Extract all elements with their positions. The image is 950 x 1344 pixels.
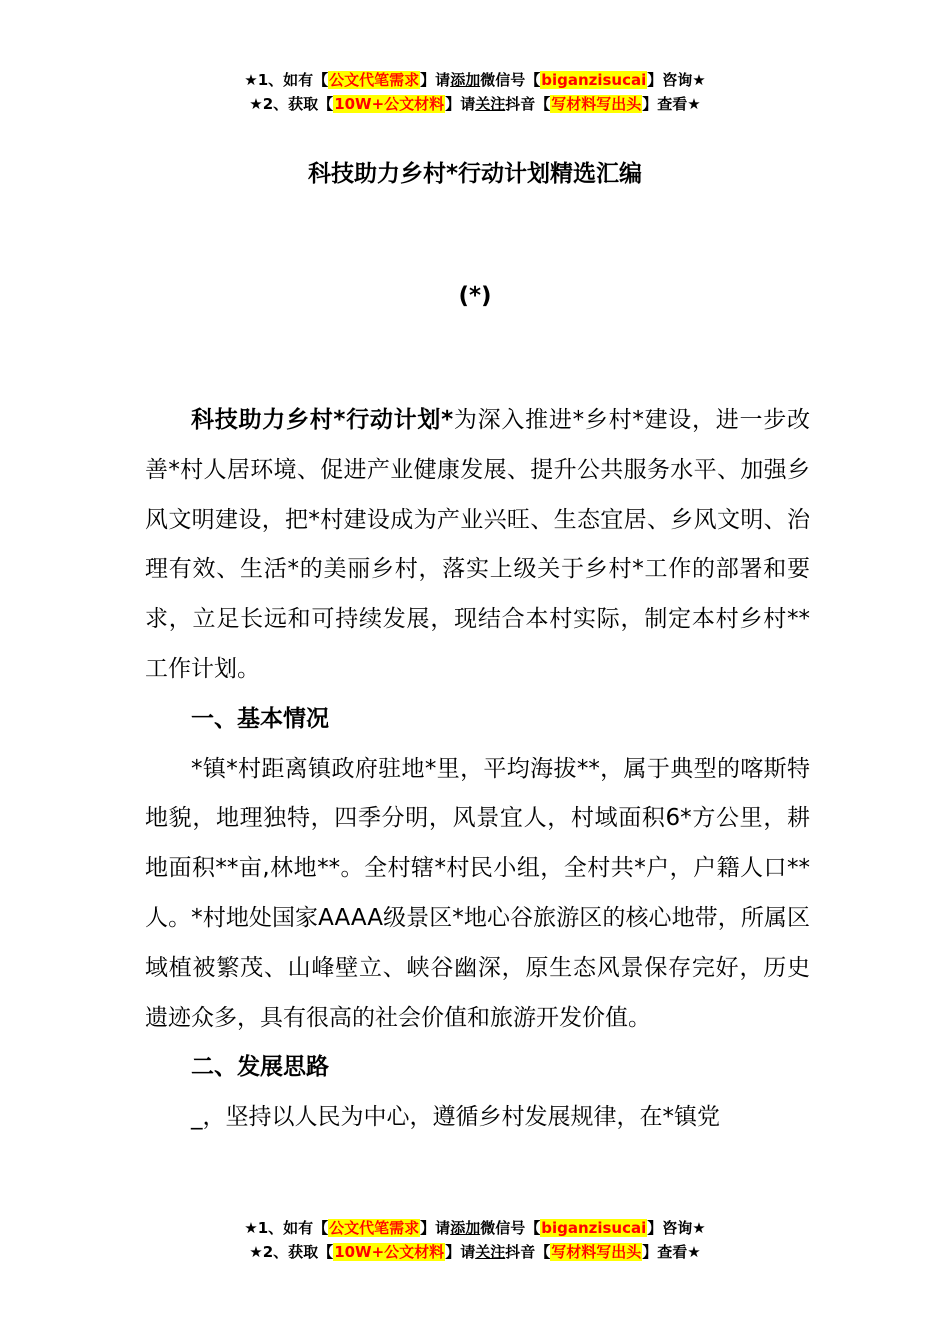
- banner-text: ★1、如有【: [244, 71, 329, 89]
- banner-text: 】查看★: [642, 95, 701, 113]
- banner-text: 】查看★: [642, 1243, 701, 1261]
- banner-underline: 添加: [450, 1219, 481, 1237]
- banner-line-1: [0, 1216, 950, 1240]
- section-paragraph-1: *镇*村距离镇政府驻地*里，平均海拔**，属于典型的喀斯特地貌，地理独特，四季分明，风景宜人，村域面积6*方公里，耕地面积**亩,林地**。全村辖*村民小组，全村共*户，户籍人口**人。*村地处国家AAAA级景区*地心谷旅游区的核心地带，所属区域植被繁茂、山峰壁立、峡谷幽深，原生态风景保存完好，历史遗迹众多，具有很高的社会价值和旅游开发价值。: [145, 755, 810, 1031]
- banner-highlight: 10W+公文材料: [334, 1243, 445, 1261]
- banner-text: 】咨询★: [647, 71, 706, 89]
- banner-text: 抖音【: [505, 95, 551, 113]
- banner-text: ★2、获取【: [249, 1243, 334, 1261]
- banner-line-2: [0, 1240, 950, 1264]
- document-title: 科技助力乡村*行动计划精选汇编: [307, 161, 643, 187]
- intro-text: 为深入推进*乡村*建设，进一步改善*村人居环境、促进产业健康发展、提升公共服务水平、加强乡风文明建设，把*村建设成为产业兴旺、生态宜居、乡风文明、治理有效、生活*的美丽乡村，落实上级关于乡村*工作的部署和要求，立足长远和可持续发展，现结合本村实际，制定本村乡村**工作计划。: [145, 407, 811, 682]
- banner-text: ★2、获取【: [249, 95, 334, 113]
- banner-underline: 关注: [475, 1243, 506, 1261]
- banner-line-1: [0, 68, 950, 92]
- banner-text: 微信号【: [480, 71, 541, 89]
- intro-bold: 科技助力乡村*行动计划*: [191, 407, 454, 433]
- banner-line-2: [0, 92, 950, 116]
- banner-highlight: 公文代笔需求: [329, 1219, 420, 1237]
- document-subtitle: (*): [458, 283, 492, 309]
- banner-highlight: 写材料写出头: [551, 95, 642, 113]
- header-banner: [0, 68, 950, 116]
- banner-text: ★1、如有【: [244, 1219, 329, 1237]
- banner-highlight: 公文代笔需求: [329, 71, 420, 89]
- banner-highlight: 10W+公文材料: [334, 95, 445, 113]
- document-body: [145, 396, 810, 1143]
- banner-underline: 关注: [475, 95, 506, 113]
- banner-text: 】咨询★: [647, 1219, 706, 1237]
- banner-text: 抖音【: [505, 1243, 551, 1261]
- banner-highlight: 写材料写出头: [551, 1243, 642, 1261]
- banner-underline: 添加: [450, 71, 481, 89]
- banner-highlight: biganzisucai: [541, 1219, 647, 1237]
- intro-paragraph: [145, 396, 810, 695]
- banner-text: 】请: [420, 1219, 451, 1237]
- section-paragraph-2: _，坚持以人民为中心，遵循乡村发展规律，在*镇党: [191, 1104, 720, 1131]
- section-heading-2: 二、发展思路: [191, 1054, 329, 1081]
- section-heading-1: 一、基本情况: [191, 705, 329, 732]
- banner-text: 】请: [445, 1243, 476, 1261]
- banner-text: 】请: [420, 71, 451, 89]
- banner-highlight: biganzisucai: [541, 71, 647, 89]
- banner-text: 微信号【: [480, 1219, 541, 1237]
- footer-banner: [0, 1216, 950, 1264]
- banner-text: 】请: [445, 95, 476, 113]
